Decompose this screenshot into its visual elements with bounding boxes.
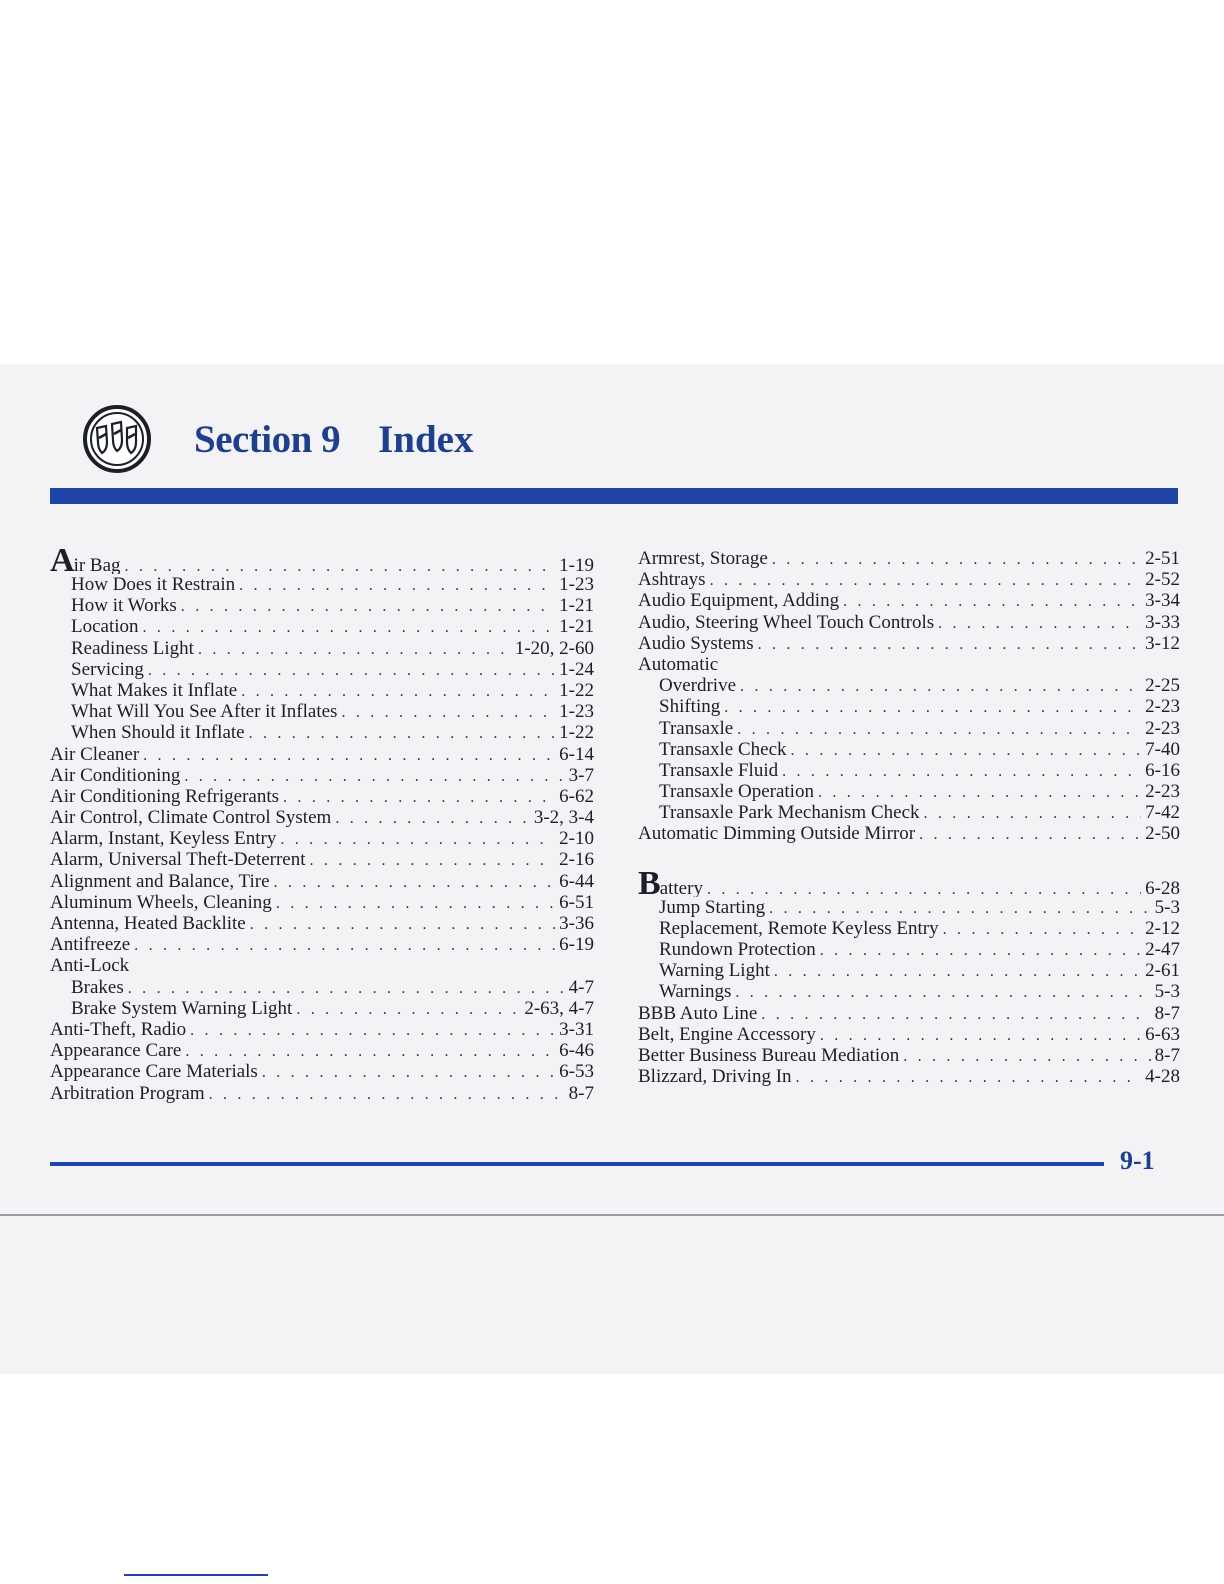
index-column-right (638, 548, 1180, 1087)
entry-page-ref: 1-21 (559, 616, 594, 638)
index-entry (638, 612, 1180, 633)
index-subentry (50, 595, 594, 616)
entry-page-ref: 1-23 (559, 701, 594, 723)
entry-label (638, 548, 768, 569)
dot-leader (791, 740, 1142, 760)
entry-page-ref: 1-22 (559, 722, 594, 744)
index-subentry (50, 722, 594, 743)
entry-text: Air Cleaner (50, 743, 140, 765)
dot-leader (184, 766, 564, 786)
dot-leader (209, 1084, 565, 1104)
index-entry (638, 654, 1180, 675)
dot-leader (782, 761, 1141, 781)
page-title: Index (378, 417, 474, 461)
entry-label (638, 633, 754, 654)
index-subentry (638, 897, 1180, 918)
dot-leader (335, 808, 530, 828)
entry-label (50, 955, 129, 976)
index-subentry (50, 680, 594, 701)
entry-label (71, 595, 177, 616)
entry-page-ref: 6-16 (1145, 759, 1180, 781)
entry-text: What Makes it Inflate (71, 679, 238, 701)
index-entry (638, 1066, 1180, 1087)
page-edge-line (0, 1214, 1224, 1216)
index-entry (50, 955, 594, 976)
entry-page-ref: 6-14 (559, 743, 594, 765)
dot-leader (249, 723, 556, 743)
entry-page-ref: 4-7 (568, 976, 594, 998)
entry-label (659, 918, 939, 939)
entry-label (659, 781, 814, 802)
index-entry (50, 1040, 594, 1061)
entry-page-ref: 1-21 (559, 595, 594, 617)
index-entry (50, 744, 594, 765)
entry-label (50, 744, 139, 765)
dot-leader (710, 570, 1142, 590)
index-entry (638, 569, 1180, 590)
entry-text: Brake System Warning Light (71, 997, 293, 1019)
dot-leader (283, 787, 555, 807)
index-subentry (638, 760, 1180, 781)
entry-label (638, 1003, 757, 1024)
dot-leader (241, 681, 555, 701)
index-entry (50, 1061, 594, 1082)
entry-text: Brakes (71, 976, 124, 998)
index-entry (50, 828, 594, 849)
entry-label (638, 871, 703, 897)
dot-leader (924, 803, 1142, 823)
entry-page-ref: 3-7 (568, 764, 594, 786)
index-group (638, 548, 1180, 845)
dot-leader (820, 940, 1141, 960)
index-entry (638, 1003, 1180, 1024)
index-subentry (638, 802, 1180, 823)
dot-leader (198, 639, 511, 659)
entry-label (638, 1045, 899, 1066)
dot-leader (707, 877, 1141, 897)
index-entry (638, 633, 1180, 654)
index-entry (638, 1045, 1180, 1066)
entry-label (638, 569, 706, 590)
dot-leader (769, 898, 1151, 918)
index-group (50, 548, 594, 1104)
entry-text: Transaxle Fluid (659, 759, 779, 781)
entry-label (50, 1083, 205, 1104)
entry-text: Alarm, Universal Theft-Deterrent (50, 849, 306, 871)
entry-label (638, 654, 718, 675)
dot-leader (820, 1025, 1141, 1045)
entry-page-ref: 6-46 (559, 1040, 594, 1062)
page-number: 9-1 (1120, 1146, 1155, 1175)
entry-label (659, 960, 770, 981)
entry-label (50, 1019, 186, 1040)
entry-text: How Does it Restrain (71, 574, 236, 595)
dot-leader (843, 591, 1141, 611)
entry-page-ref: 8-7 (1154, 1044, 1180, 1066)
index-subentry (638, 981, 1180, 1002)
dot-leader (274, 872, 556, 892)
entry-page-ref: 6-62 (559, 785, 594, 807)
index-entry (50, 765, 594, 786)
entry-page-ref: 7-42 (1145, 802, 1180, 824)
entry-text: Readiness Light (71, 637, 194, 659)
entry-label (638, 590, 839, 611)
dot-leader (125, 554, 556, 574)
index-entry (50, 892, 594, 913)
entry-label (71, 977, 124, 998)
entry-text: Warnings (659, 981, 732, 1003)
dot-leader (772, 549, 1141, 569)
entry-text: Rundown Protection (659, 939, 816, 960)
entry-text: Jump Starting (659, 896, 766, 918)
dot-leader (740, 676, 1141, 696)
index-entry (50, 1019, 594, 1040)
entry-text: Better Business Bureau Mediation (638, 1044, 900, 1066)
entry-page-ref: 3-36 (559, 913, 594, 934)
section-header (82, 404, 473, 474)
entry-text: Transaxle Check (659, 738, 787, 760)
dot-leader (341, 702, 555, 722)
entry-label (638, 1024, 816, 1045)
entry-text: Replacement, Remote Keyless Entry (659, 917, 939, 939)
entry-label (71, 680, 237, 701)
entry-label (659, 760, 778, 781)
index-entry (638, 1024, 1180, 1045)
entry-page-ref: 2-63, 4-7 (524, 997, 594, 1019)
entry-text: Air Conditioning Refrigerants (50, 785, 280, 807)
dot-leader (758, 634, 1142, 654)
entry-page-ref: 6-19 (559, 934, 594, 956)
entry-text: Alarm, Instant, Keyless Entry (50, 828, 277, 850)
index-subentry (638, 675, 1180, 696)
entry-label (659, 939, 816, 960)
entry-page-ref: 3-12 (1145, 632, 1180, 654)
entry-page-ref: 2-47 (1145, 939, 1180, 960)
dot-leader (761, 1004, 1150, 1024)
entry-label (659, 718, 733, 739)
entry-label (50, 1061, 258, 1082)
dot-leader (148, 660, 555, 680)
entry-text: Servicing (71, 658, 144, 680)
dot-leader (938, 613, 1141, 633)
entry-label (659, 981, 731, 1002)
entry-page-ref: 2-10 (559, 828, 594, 850)
dot-leader (250, 914, 555, 934)
dot-leader (262, 1062, 555, 1082)
index-subentry (50, 616, 594, 637)
entry-page-ref: 6-51 (559, 891, 594, 913)
entry-page-ref: 1-22 (559, 679, 594, 701)
index-entry (50, 871, 594, 892)
dot-leader (280, 829, 555, 849)
entry-text: Transaxle Operation (659, 781, 814, 803)
entry-label (659, 739, 787, 760)
entry-page-ref: 1-24 (559, 658, 594, 680)
entry-text: ir Bag (73, 555, 121, 574)
bottom-rule (124, 1574, 268, 1576)
entry-text: attery (659, 877, 703, 897)
entry-label (659, 802, 920, 823)
index-subentry (638, 718, 1180, 739)
header-divider (50, 488, 1178, 504)
dot-leader (143, 617, 556, 637)
index-entry (638, 590, 1180, 611)
entry-label (659, 897, 765, 918)
entry-page-ref: 2-16 (559, 849, 594, 871)
index-subentry (638, 918, 1180, 939)
index-entry (638, 548, 1180, 569)
dot-leader (134, 935, 555, 955)
entry-text: Overdrive (659, 675, 737, 697)
dot-leader (185, 1041, 555, 1061)
index-subentry (638, 781, 1180, 802)
entry-label (50, 892, 272, 913)
section-label: Section 9 (194, 417, 341, 461)
dot-leader (774, 961, 1141, 981)
entry-label (659, 675, 736, 696)
index-entry (50, 786, 594, 807)
entry-text: Armrest, Storage (638, 548, 768, 569)
dot-leader (143, 745, 555, 765)
entry-label (638, 823, 915, 844)
index-subentry (638, 939, 1180, 960)
entry-label (71, 722, 245, 743)
entry-text: Anti-Theft, Radio (50, 1018, 187, 1040)
entry-page-ref: 2-23 (1145, 717, 1180, 739)
dot-leader (128, 978, 565, 998)
entry-label (50, 765, 180, 786)
entry-page-ref: 5-3 (1154, 896, 1180, 918)
index-entry (50, 934, 594, 955)
entry-text: Transaxle (659, 717, 734, 739)
entry-label (50, 849, 306, 870)
index-column-left (50, 548, 594, 1104)
entry-page-ref: 2-52 (1145, 569, 1180, 591)
entry-page-ref: 3-31 (559, 1018, 594, 1040)
index-subentry (50, 638, 594, 659)
entry-label (71, 701, 337, 722)
entry-text: Audio Equipment, Adding (638, 590, 840, 612)
index-entry (50, 1083, 594, 1104)
entry-page-ref: 3-33 (1145, 611, 1180, 633)
entry-label (71, 998, 292, 1019)
entry-label (71, 616, 139, 637)
entry-text: Antifreeze (50, 934, 131, 956)
entry-label (50, 828, 276, 849)
entry-text: What Will You See After it Inflates (71, 701, 338, 723)
entry-text: Warning Light (659, 960, 770, 982)
entry-label (659, 696, 720, 717)
entry-label (71, 638, 194, 659)
entry-page-ref: 7-40 (1145, 738, 1180, 760)
entry-page-ref: 2-12 (1145, 917, 1180, 939)
dot-leader (239, 575, 555, 595)
entry-label (71, 659, 144, 680)
entry-page-ref: 2-51 (1145, 548, 1180, 569)
entry-text: Blizzard, Driving In (638, 1066, 792, 1088)
entry-page-ref: 6-44 (559, 870, 594, 892)
entry-text: When Should it Inflate (71, 722, 245, 744)
entry-text: BBB Auto Line (638, 1002, 758, 1024)
dot-leader (276, 893, 555, 913)
entry-page-ref: 3-34 (1145, 590, 1180, 612)
entry-text: Anti-Lock (50, 955, 130, 977)
entry-page-ref: 6-28 (1145, 877, 1180, 897)
entry-text: How it Works (71, 595, 177, 617)
dot-leader (181, 596, 555, 616)
entry-page-ref: 8-7 (1154, 1002, 1180, 1024)
entry-label (638, 1066, 792, 1087)
entry-page-ref: 2-23 (1145, 781, 1180, 803)
index-subentry (638, 696, 1180, 717)
index-group (638, 871, 1180, 1088)
index-subentry (50, 701, 594, 722)
entry-text: Belt, Engine Accessory (638, 1023, 816, 1045)
entry-page-ref: 2-23 (1145, 696, 1180, 718)
entry-text: Shifting (659, 696, 721, 718)
entry-text: Audio, Steering Wheel Touch Controls (638, 611, 935, 633)
entry-text: Aluminum Wheels, Cleaning (50, 891, 272, 913)
index-entry (50, 548, 594, 574)
dot-leader (310, 850, 556, 870)
entry-text: Location (71, 616, 139, 638)
entry-text: Transaxle Park Mechanism Check (659, 802, 920, 824)
entry-label (50, 871, 270, 892)
index-subentry (50, 574, 594, 595)
index-entry (50, 913, 594, 934)
index-entry (638, 823, 1180, 844)
entry-label (50, 934, 130, 955)
tri-shield-logo-icon (82, 404, 152, 474)
entry-page-ref: 1-23 (559, 574, 594, 595)
dot-leader (735, 982, 1150, 1002)
entry-text: Alignment and Balance, Tire (50, 870, 270, 892)
entry-text: Audio Systems (638, 632, 754, 654)
index-subentry (638, 739, 1180, 760)
entry-text: Appearance Care Materials (50, 1061, 258, 1083)
entry-text: Automatic Dimming Outside Mirror (638, 823, 916, 845)
entry-text: Ashtrays (638, 569, 706, 591)
dot-leader (724, 697, 1141, 717)
entry-label (71, 574, 235, 595)
entry-page-ref: 8-7 (568, 1082, 594, 1104)
entry-label (50, 913, 246, 934)
entry-label (50, 807, 331, 828)
entry-text: Appearance Care (50, 1040, 182, 1062)
entry-text: Air Control, Climate Control System (50, 807, 332, 829)
index-letter: B (638, 870, 660, 897)
dot-leader (919, 824, 1141, 844)
entry-text: Air Conditioning (50, 764, 181, 786)
entry-label (50, 786, 279, 807)
entry-page-ref: 1-19 (559, 555, 594, 574)
entry-text: Antenna, Heated Backlite (50, 913, 246, 934)
index-entry (638, 871, 1180, 897)
entry-label (50, 548, 121, 574)
entry-page-ref: 6-53 (559, 1061, 594, 1083)
dot-leader (296, 999, 520, 1019)
entry-page-ref: 2-50 (1145, 823, 1180, 845)
entry-page-ref: 3-2, 3-4 (533, 807, 594, 829)
entry-page-ref: 2-61 (1145, 960, 1180, 982)
index-subentry (638, 960, 1180, 981)
index-subentry (50, 977, 594, 998)
entry-label (50, 1040, 181, 1061)
dot-leader (903, 1046, 1150, 1066)
dot-leader (190, 1020, 555, 1040)
index-entry (50, 807, 594, 828)
index-subentry (50, 659, 594, 680)
dot-leader (737, 719, 1141, 739)
entry-text: Automatic (638, 653, 719, 675)
entry-text: Arbitration Program (50, 1082, 205, 1104)
index-entry (50, 849, 594, 870)
entry-page-ref: 1-20, 2-60 (514, 637, 594, 659)
index-subentry (50, 998, 594, 1019)
index-letter: A (50, 548, 74, 574)
dot-leader (796, 1067, 1142, 1087)
dot-leader (818, 782, 1141, 802)
footer-divider (50, 1162, 1104, 1166)
entry-label (638, 612, 934, 633)
entry-page-ref: 4-28 (1145, 1066, 1180, 1088)
entry-page-ref: 6-63 (1145, 1023, 1180, 1045)
entry-page-ref: 2-25 (1145, 675, 1180, 697)
entry-page-ref: 5-3 (1154, 981, 1180, 1003)
dot-leader (943, 919, 1142, 939)
